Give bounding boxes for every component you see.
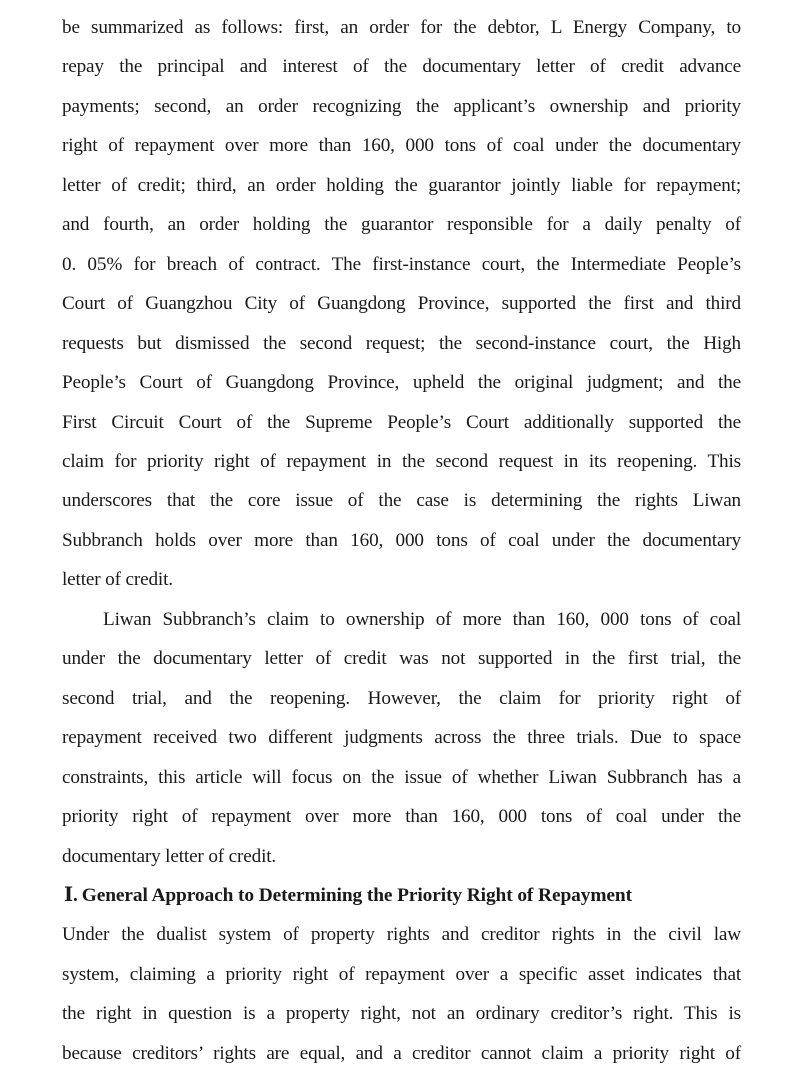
- text-line: right of repayment over more than 160, 000 tons of coal under the documentary: [62, 135, 741, 157]
- section-number: Ⅰ.: [64, 884, 78, 906]
- text-line: People’s Court of Guangdong Province, upheld the original judgment; and the: [62, 372, 741, 394]
- section-title: General Approach to Determining the Priority Right of Repayment: [81, 884, 632, 906]
- text-line: priority right of repayment over more than 160, 000 tons of coal under the: [62, 806, 741, 828]
- text-line: First Circuit Court of the Supreme People’s Court additionally supported the: [62, 411, 741, 433]
- text-line: requests but dismissed the second request; the second-instance court, the High: [62, 332, 741, 354]
- section-heading: [62, 876, 741, 915]
- text-line: be summarized as follows: first, an order for the debtor, L Energy Company, to: [62, 17, 741, 38]
- text-line: Court of Guangzhou City of Guangdong Province, supported the first and third: [62, 293, 741, 315]
- text-line: payments; second, an order recognizing the applicant’s ownership and priority: [62, 95, 741, 117]
- text-line: system, claiming a priority right of repayment over a specific asset indicates that: [62, 963, 741, 985]
- paragraph-dualist-system: [62, 915, 741, 1073]
- text-line: letter of credit.: [62, 569, 173, 591]
- text-line: repay the principal and interest of the documentary letter of credit advance: [62, 56, 741, 78]
- text-line: 0. 05% for breach of contract. The first-instance court, the Intermediate People’s: [62, 253, 741, 275]
- text-line: Under the dualist system of property rights and creditor rights in the civil law: [62, 924, 741, 946]
- document-page: [62, 8, 741, 1073]
- text-line: letter of credit; third, an order holding the guarantor jointly liable for repayment;: [62, 174, 741, 196]
- text-line: Liwan Subbranch’s claim to ownership of more than 160, 000 tons of coal: [103, 608, 741, 630]
- paragraph-ownership-claim: [62, 600, 741, 876]
- text-line: claim for priority right of repayment in the second request in its reopening. This: [62, 450, 741, 472]
- paragraph-case-summary: [62, 8, 741, 600]
- text-line: because creditors’ rights are equal, and a creditor cannot claim a priority right of: [62, 1042, 741, 1064]
- text-line: documentary letter of credit.: [62, 845, 277, 867]
- text-line: Subbranch holds over more than 160, 000 tons of coal under the documentary: [62, 529, 741, 551]
- text-line: repayment received two different judgments across the three trials. Due to space: [62, 727, 741, 749]
- text-line: second trial, and the reopening. However, the claim for priority right of: [62, 687, 741, 709]
- text-line: and fourth, an order holding the guarantor responsible for a daily penalty of: [62, 214, 741, 236]
- text-line: the right in question is a property right, not an ordinary creditor’s right. This is: [62, 1003, 741, 1025]
- text-line: underscores that the core issue of the case is determining the rights Liwan: [62, 490, 741, 512]
- text-line: under the documentary letter of credit was not supported in the first trial, the: [62, 648, 741, 670]
- text-line: constraints, this article will focus on the issue of whether Liwan Subbranch has a: [62, 766, 741, 788]
